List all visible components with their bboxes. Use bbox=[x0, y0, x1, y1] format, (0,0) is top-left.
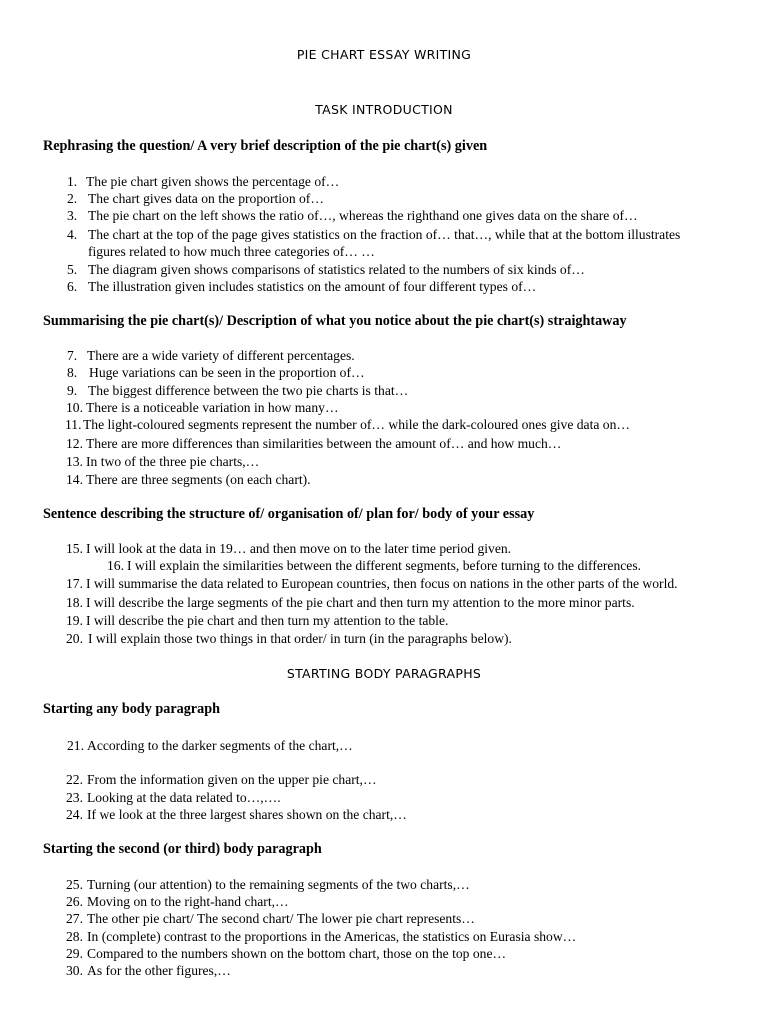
item-text: figures related to how much three categories of… … bbox=[88, 244, 375, 259]
item-number: 3. bbox=[67, 208, 78, 223]
section-starting-body-paragraphs: STARTING BODY PARAGRAPHS bbox=[286, 666, 482, 681]
item-text: The pie chart given shows the percentage of… bbox=[86, 174, 340, 189]
item-number: 17. bbox=[66, 576, 83, 591]
item-text: I will describe the large segments of the pie chart and then turn my attention to the more minor parts. bbox=[86, 595, 635, 610]
item-text: Huge variations can be seen in the proportion of… bbox=[89, 365, 365, 380]
item-text: Turning (our attention) to the remaining segments of the two charts,… bbox=[87, 877, 470, 892]
item-number: 24. bbox=[66, 807, 83, 822]
item-text: As for the other figures,… bbox=[87, 963, 231, 978]
item-text: The light-coloured segments represent the number of… while the dark-coloured ones give data on… bbox=[83, 417, 630, 432]
item-text: In (complete) contrast to the proportions in the Americas, the statistics on Eurasia show… bbox=[87, 929, 577, 944]
item-number: 20. bbox=[66, 631, 83, 646]
heading-second-body-paragraph: Starting the second (or third) body paragraph bbox=[43, 841, 322, 857]
document-title: PIE CHART ESSAY WRITING bbox=[296, 47, 472, 62]
item-text: The diagram given shows comparisons of statistics related to the numbers of six kinds of… bbox=[88, 262, 585, 277]
item-number: 23. bbox=[66, 790, 83, 805]
item-number: 9. bbox=[67, 383, 78, 398]
item-text: Moving on to the right-hand chart,… bbox=[87, 894, 289, 909]
item-text: Looking at the data related to…,…. bbox=[87, 790, 281, 805]
item-number: 16. bbox=[107, 558, 124, 573]
item-text: According to the darker segments of the chart,… bbox=[87, 738, 353, 753]
item-number: 7. bbox=[67, 348, 78, 363]
item-text: The chart at the top of the page gives statistics on the fraction of… that…, while that at the bottom illustrates bbox=[88, 227, 681, 242]
item-number: 6. bbox=[67, 279, 78, 294]
item-text: The chart gives data on the proportion of… bbox=[88, 191, 324, 206]
heading-rephrasing: Rephrasing the question/ A very brief description of the pie chart(s) given bbox=[43, 138, 488, 154]
section-task-introduction: TASK INTRODUCTION bbox=[315, 102, 453, 117]
item-text: In two of the three pie charts,… bbox=[86, 454, 260, 469]
item-number: 22. bbox=[66, 772, 83, 787]
item-text: There is a noticeable variation in how many… bbox=[86, 400, 339, 415]
item-number: 28. bbox=[66, 929, 83, 944]
item-number: 11. bbox=[65, 417, 82, 432]
item-number: 19. bbox=[66, 613, 83, 628]
item-number: 26. bbox=[66, 894, 83, 909]
heading-summarising: Summarising the pie chart(s)/ Description of what you notice about the pie chart(s) straightaway bbox=[43, 313, 627, 329]
item-number: 8. bbox=[67, 365, 78, 380]
item-text: There are more differences than similarities between the amount of… and how much… bbox=[86, 436, 562, 451]
item-text: From the information given on the upper pie chart,… bbox=[87, 772, 377, 787]
heading-any-body-paragraph: Starting any body paragraph bbox=[43, 701, 220, 717]
item-number: 21. bbox=[67, 738, 84, 753]
item-text: I will explain those two things in that order/ in turn (in the paragraphs below). bbox=[88, 631, 512, 646]
item-text: The biggest difference between the two pie charts is that… bbox=[88, 383, 409, 398]
item-number: 15. bbox=[66, 541, 83, 556]
item-text: I will explain the similarities between the different segments, before turning to the differences. bbox=[127, 558, 642, 573]
item-number: 4. bbox=[67, 227, 78, 242]
item-text: If we look at the three largest shares shown on the chart,… bbox=[87, 807, 407, 822]
item-number: 13. bbox=[66, 454, 83, 469]
item-text: There are a wide variety of different percentages. bbox=[87, 348, 355, 363]
item-number: 14. bbox=[66, 472, 83, 487]
item-text: Compared to the numbers shown on the bottom chart, those on the top one… bbox=[87, 946, 507, 961]
item-number: 29. bbox=[66, 946, 83, 961]
item-text: There are three segments (on each chart). bbox=[86, 472, 311, 487]
item-text: I will describe the pie chart and then turn my attention to the table. bbox=[86, 613, 449, 628]
item-text: The pie chart on the left shows the ratio of…, whereas the righthand one gives data on the share of… bbox=[88, 208, 638, 223]
item-number: 25. bbox=[66, 877, 83, 892]
item-number: 27. bbox=[66, 911, 83, 926]
heading-structure: Sentence describing the structure of/ organisation of/ plan for/ body of your essay bbox=[43, 506, 535, 522]
item-text: I will summarise the data related to European countries, then focus on nations in the other parts of the world. bbox=[86, 576, 678, 591]
item-number: 2. bbox=[67, 191, 78, 206]
item-number: 18. bbox=[66, 595, 83, 610]
item-number: 12. bbox=[66, 436, 83, 451]
item-text: I will look at the data in 19… and then move on to the later time period given. bbox=[86, 541, 512, 556]
item-text: The illustration given includes statistics on the amount of four different types of… bbox=[88, 279, 537, 294]
item-text: The other pie chart/ The second chart/ The lower pie chart represents… bbox=[87, 911, 475, 926]
item-number: 5. bbox=[67, 262, 78, 277]
item-number: 1. bbox=[67, 174, 78, 189]
item-number: 10. bbox=[66, 400, 83, 415]
item-number: 30. bbox=[66, 963, 83, 978]
